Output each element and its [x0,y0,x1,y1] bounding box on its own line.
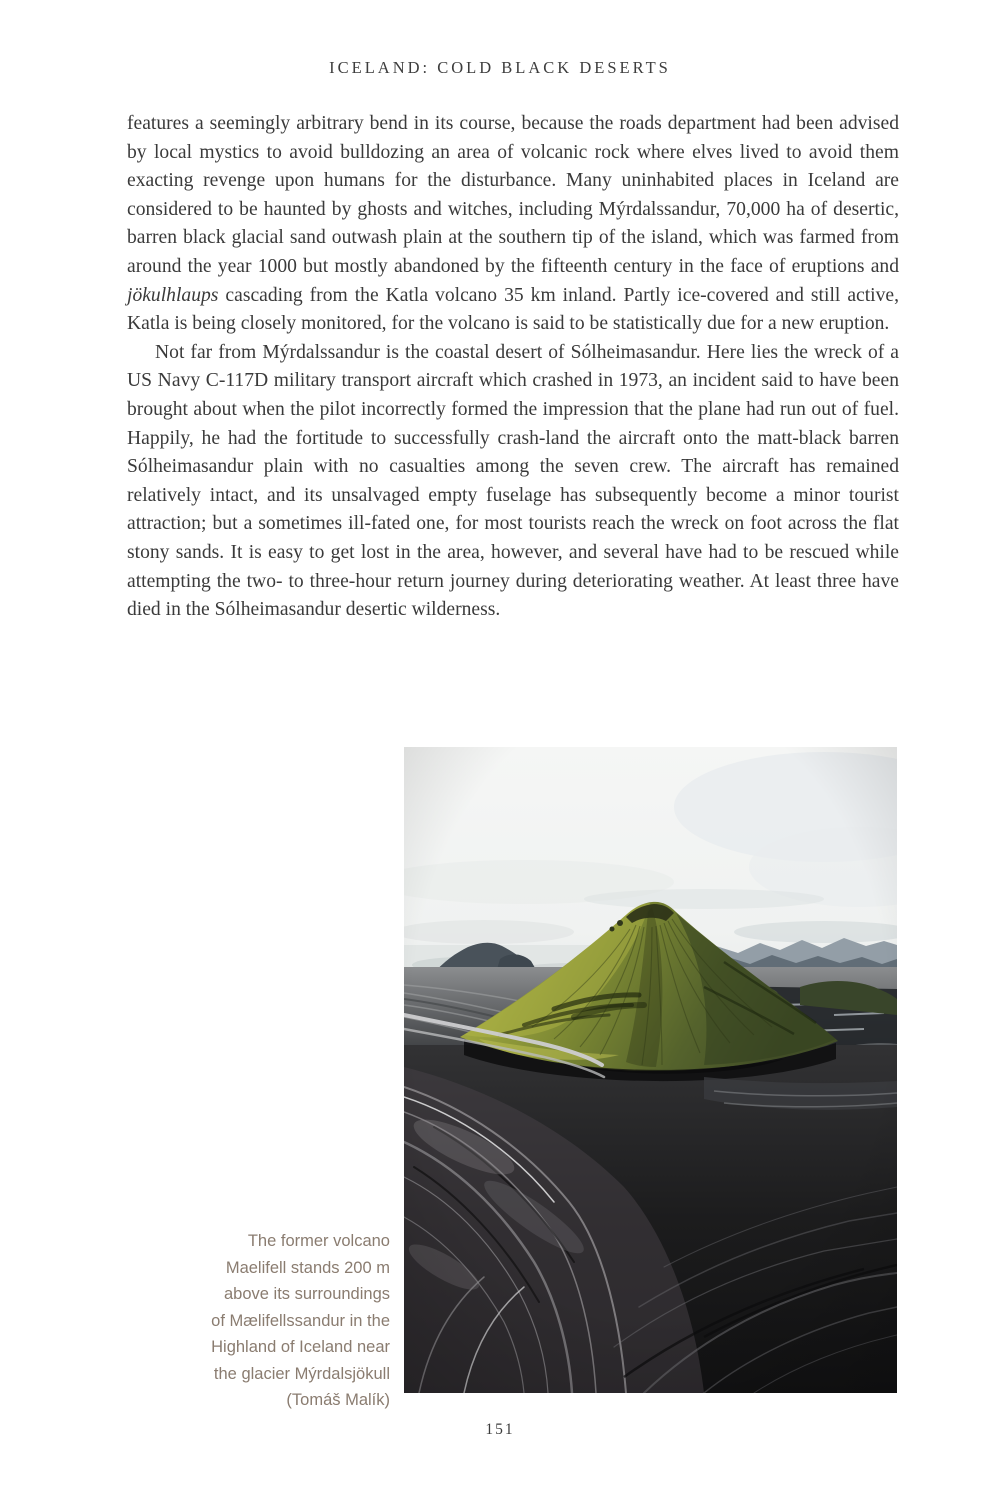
caption-line: The former volcano [247,1232,390,1250]
page-number: 151 [485,1421,515,1438]
paragraph-1 [127,110,899,339]
caption-line: of Mælifellssandur in the [211,1311,390,1330]
caption-line: Highland of Iceland near [211,1338,390,1356]
caption-line: the glacier Mýrdalsjökull [213,1364,390,1383]
paragraph-1-italic-term: jökulhlaups [127,284,219,306]
photo-caption [130,1228,390,1414]
caption-line: above its surroundings [223,1285,390,1303]
caption-credit: (Tomáš Malík) [286,1391,390,1409]
caption-line: Maelifell stands 200 m [225,1258,390,1277]
paragraph-2: Not far from Mýrdalssandur is the coastal desert of Sólheimasandur. Here lies the wreck of a US Navy C-117D military transport aircraft which crashed in 1973, an incident said to have been brought about when the pilot incorrectly formed the impression that the plane had run out of fuel. Happily, he had the fortitude to successfully crash-land the aircraft onto the matt-black barren Sólheimasandur plain with no casualties among the seven crew. The aircraft has remained relatively intact, and its unsalvaged empty fuselage has subsequently become a minor tourist attraction; but a sometimes ill-fated one, for most tourists reach the wreck on foot across the flat stony sands. It is easy to get lost in the area, however, and several have had to be rescued while attempting the two- to three-hour return journey during deteriorating weather. At least three have died in the Sólheimasandur desertic wilderness. [127,341,899,621]
paragraph-1-text-cont: cascading from the Katla volcano 35 km inland. Partly ice-covered and still active, Katla is being closely monitored, for the volcano is said to be statistically due for a new eruption. [127,284,899,335]
volcano-photo-graphic [404,747,897,1393]
running-header-text: ICELAND: COLD BLACK DESERTS [329,58,671,77]
paragraph-1-text: features a seemingly arbitrary bend in its course, because the roads department had been advised by local mystics to avoid bulldozing an area of volcanic rock where elves lived to avoid them exacting revenge upon humans for the disturbance. Many uninhabited places in Iceland are considered to be haunted by ghosts and witches, including Mýrdalssandur, 70,000 ha of desertic, barren black glacial sand outwash plain at the southern tip of the island, which was farmed from around the year 1000 but mostly abandoned by the fifteenth century in the face of eruptions and [127,113,899,277]
volcano-photo [404,747,897,1393]
body-text [127,110,899,625]
running-header [0,58,1000,78]
